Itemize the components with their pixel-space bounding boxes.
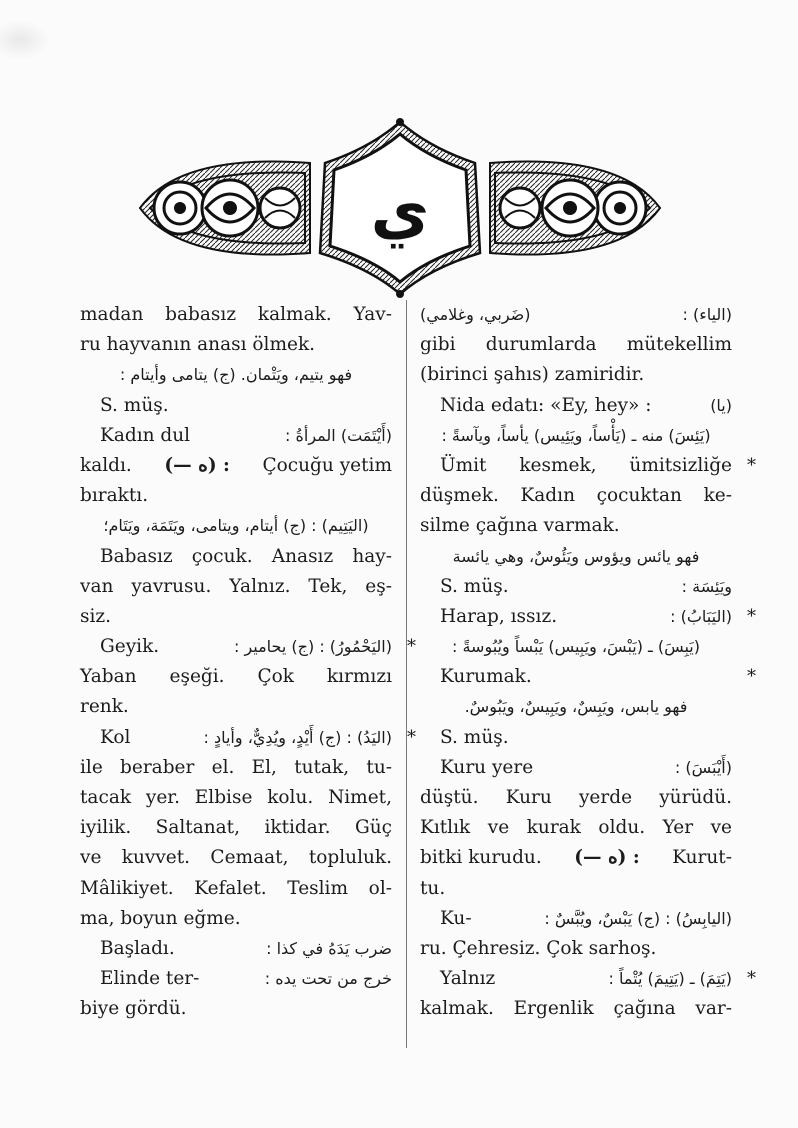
left-column xyxy=(80,300,416,1025)
headword-arabic: (اليَدُ) : (ج) أَيْدٍ، ويُدِيٌّ، وأيادٍ : xyxy=(203,727,392,747)
definition-text: Geyik. xyxy=(100,636,160,658)
entry-line xyxy=(420,602,756,632)
column-divider xyxy=(406,300,407,1048)
text-line: düştü. Kuru yerde yürüdü. xyxy=(420,787,732,808)
text-line: tu. xyxy=(420,877,446,899)
chapter-letter: ي xyxy=(370,175,430,249)
phrase-arabic: خرج من تحت يده : xyxy=(264,969,392,989)
entry-line xyxy=(420,843,732,873)
text-line: ru. Çehresiz. Çok sarhoş. xyxy=(420,937,657,959)
text-line: düşmek. Kadın çocuktan ke- xyxy=(420,485,732,507)
text-line: Babasız çocuk. Anasız hay- xyxy=(100,545,392,567)
definition-text: Başladı. xyxy=(100,937,175,959)
right-column xyxy=(420,300,756,1025)
example-arabic: (ضَربي، وغلامي) xyxy=(420,305,531,324)
headword-arabic: (اليَحْمُورُ) : (ج) يحامير : xyxy=(233,637,392,657)
definition-text: Kurut- xyxy=(672,847,732,869)
scan-smudge xyxy=(0,20,50,60)
definition-text: Kuru yere xyxy=(440,756,534,778)
entry-star-marker: * xyxy=(747,454,756,476)
entry-star-marker: * xyxy=(407,636,416,658)
entry-line xyxy=(420,300,732,330)
entry-line xyxy=(420,391,732,421)
text-line: Ümit kesmek, ümitsizliğe xyxy=(440,454,732,476)
phrase-arabic: ضرب يَدَهُ في كذا : xyxy=(266,938,392,958)
text-line: S. müş. xyxy=(100,394,169,416)
definition-text: S. müş. xyxy=(440,575,509,597)
headword-arabic: (اليَبَابُ) : xyxy=(670,606,732,626)
text-line: ve kuvvet. Cemaat, topluluk. xyxy=(80,847,392,869)
headword-arabic: (يَتِمَ) ـ (يَتِيمَ) يُتْماً : xyxy=(608,969,732,989)
definition-text: Yalnız xyxy=(440,968,496,990)
form-marker: (— ه) : xyxy=(164,454,230,476)
arabic-line: فهو يائس ويؤوس ويَئُوسٌ، وهي يائسة xyxy=(452,546,700,566)
text-line: van yavrusu. Yalnız. Tek, eş- xyxy=(80,575,392,597)
entry-line xyxy=(80,934,392,964)
definition-text: Harap, ıssız. xyxy=(440,605,558,627)
headword-arabic: (اليابِسُ) : (ج) يَبْسٌ، ويُبَّسٌ : xyxy=(544,908,732,928)
arabic-line: (اليَتِيم) : (ج) أيتام، ويتامى، ويَتَمَة، ويَتَام؛ xyxy=(103,516,369,536)
text-line: kalmak. Ergenlik çağına var- xyxy=(420,998,732,1020)
text-line: Kurumak. xyxy=(440,666,532,688)
headword-arabic: ويَئِسَة : xyxy=(681,576,732,596)
definition-text: Elinde ter- xyxy=(100,968,200,990)
text-line: Kıtlık ve kurak oldu. Yer ve xyxy=(420,817,732,839)
definition-text: Çocuğu yetim xyxy=(262,454,392,476)
form-marker: (— ه) : xyxy=(574,847,640,869)
entry-star-marker: * xyxy=(747,666,756,688)
text-line: silme çağına varmak. xyxy=(420,515,620,537)
definition-text: bitki kurudu. xyxy=(420,847,542,869)
entry-star-marker: * xyxy=(747,968,756,990)
text-line: ru hayvanın anası ölmek. xyxy=(80,334,316,356)
text-line: ma, boyun eğme. xyxy=(80,907,241,929)
entry-line xyxy=(420,904,732,934)
entry-line xyxy=(420,753,732,783)
entry-star-marker: * xyxy=(747,605,756,627)
definition-text: Ku- xyxy=(440,907,472,929)
headword-arabic: (الياء) : xyxy=(682,305,732,324)
entry-line xyxy=(80,421,392,451)
entry-line xyxy=(420,572,732,602)
entry-line xyxy=(80,723,416,753)
definition-text: Kol xyxy=(100,726,131,748)
text-line: bıraktı. xyxy=(80,485,149,507)
text-line: ile beraber el. El, tutak, tu- xyxy=(80,756,392,778)
text-line: iyilik. Saltanat, iktidar. Güç xyxy=(80,817,392,839)
entry-star-marker: * xyxy=(407,726,416,748)
arabic-line: فهو يابس، ويَبِسٌ، ويَبِيسٌ، ويَبُوسٌ. xyxy=(464,697,688,717)
arabic-line: فهو يتيم، ويَتْمان. (ج) يتامى وأيتام : xyxy=(119,365,353,385)
definition-text: kaldı. xyxy=(80,454,132,476)
text-line: renk. xyxy=(80,696,129,718)
headword-arabic: (أَيْبَسَ) : xyxy=(674,757,732,777)
headword-arabic: (يَبِسَ) ـ (يَبْسَ، ويَبِيس) يَبْساً ويُبُوسةً : xyxy=(451,637,700,657)
text-line: gibi durumlarda mütekellim xyxy=(420,334,732,356)
text-line: Mâlikiyet. Kefalet. Teslim ol- xyxy=(80,877,392,899)
entry-line xyxy=(80,632,416,662)
chapter-header-ornament xyxy=(120,118,680,298)
definition-text: Nida edatı: «Ey, hey» : xyxy=(440,394,652,416)
text-line: siz. xyxy=(80,605,112,627)
headword-arabic: (يَئِسَ) منه ـ (يَأْساً، ويَئِيس) يأساً، ويآسةً : xyxy=(441,425,711,445)
text-line: tacak yer. Elbise kolu. Nimet, xyxy=(80,787,392,808)
entry-line xyxy=(80,451,392,481)
headword-arabic: (أَيْتَمَت) المرأةُ : xyxy=(285,425,392,445)
text-line: Yaban eşeği. Çok kırmızı xyxy=(80,666,392,688)
definition-text: Kadın dul xyxy=(100,424,191,446)
text-line: (birinci şahıs) zamiridir. xyxy=(420,364,645,386)
entry-line xyxy=(420,964,756,994)
entry-line xyxy=(80,964,392,994)
text-line: biye gördü. xyxy=(80,998,187,1020)
text-line: madan babasız kalmak. Yav- xyxy=(80,304,392,325)
headword-arabic: (يا) xyxy=(710,395,732,415)
text-line: S. müş. xyxy=(440,726,509,748)
